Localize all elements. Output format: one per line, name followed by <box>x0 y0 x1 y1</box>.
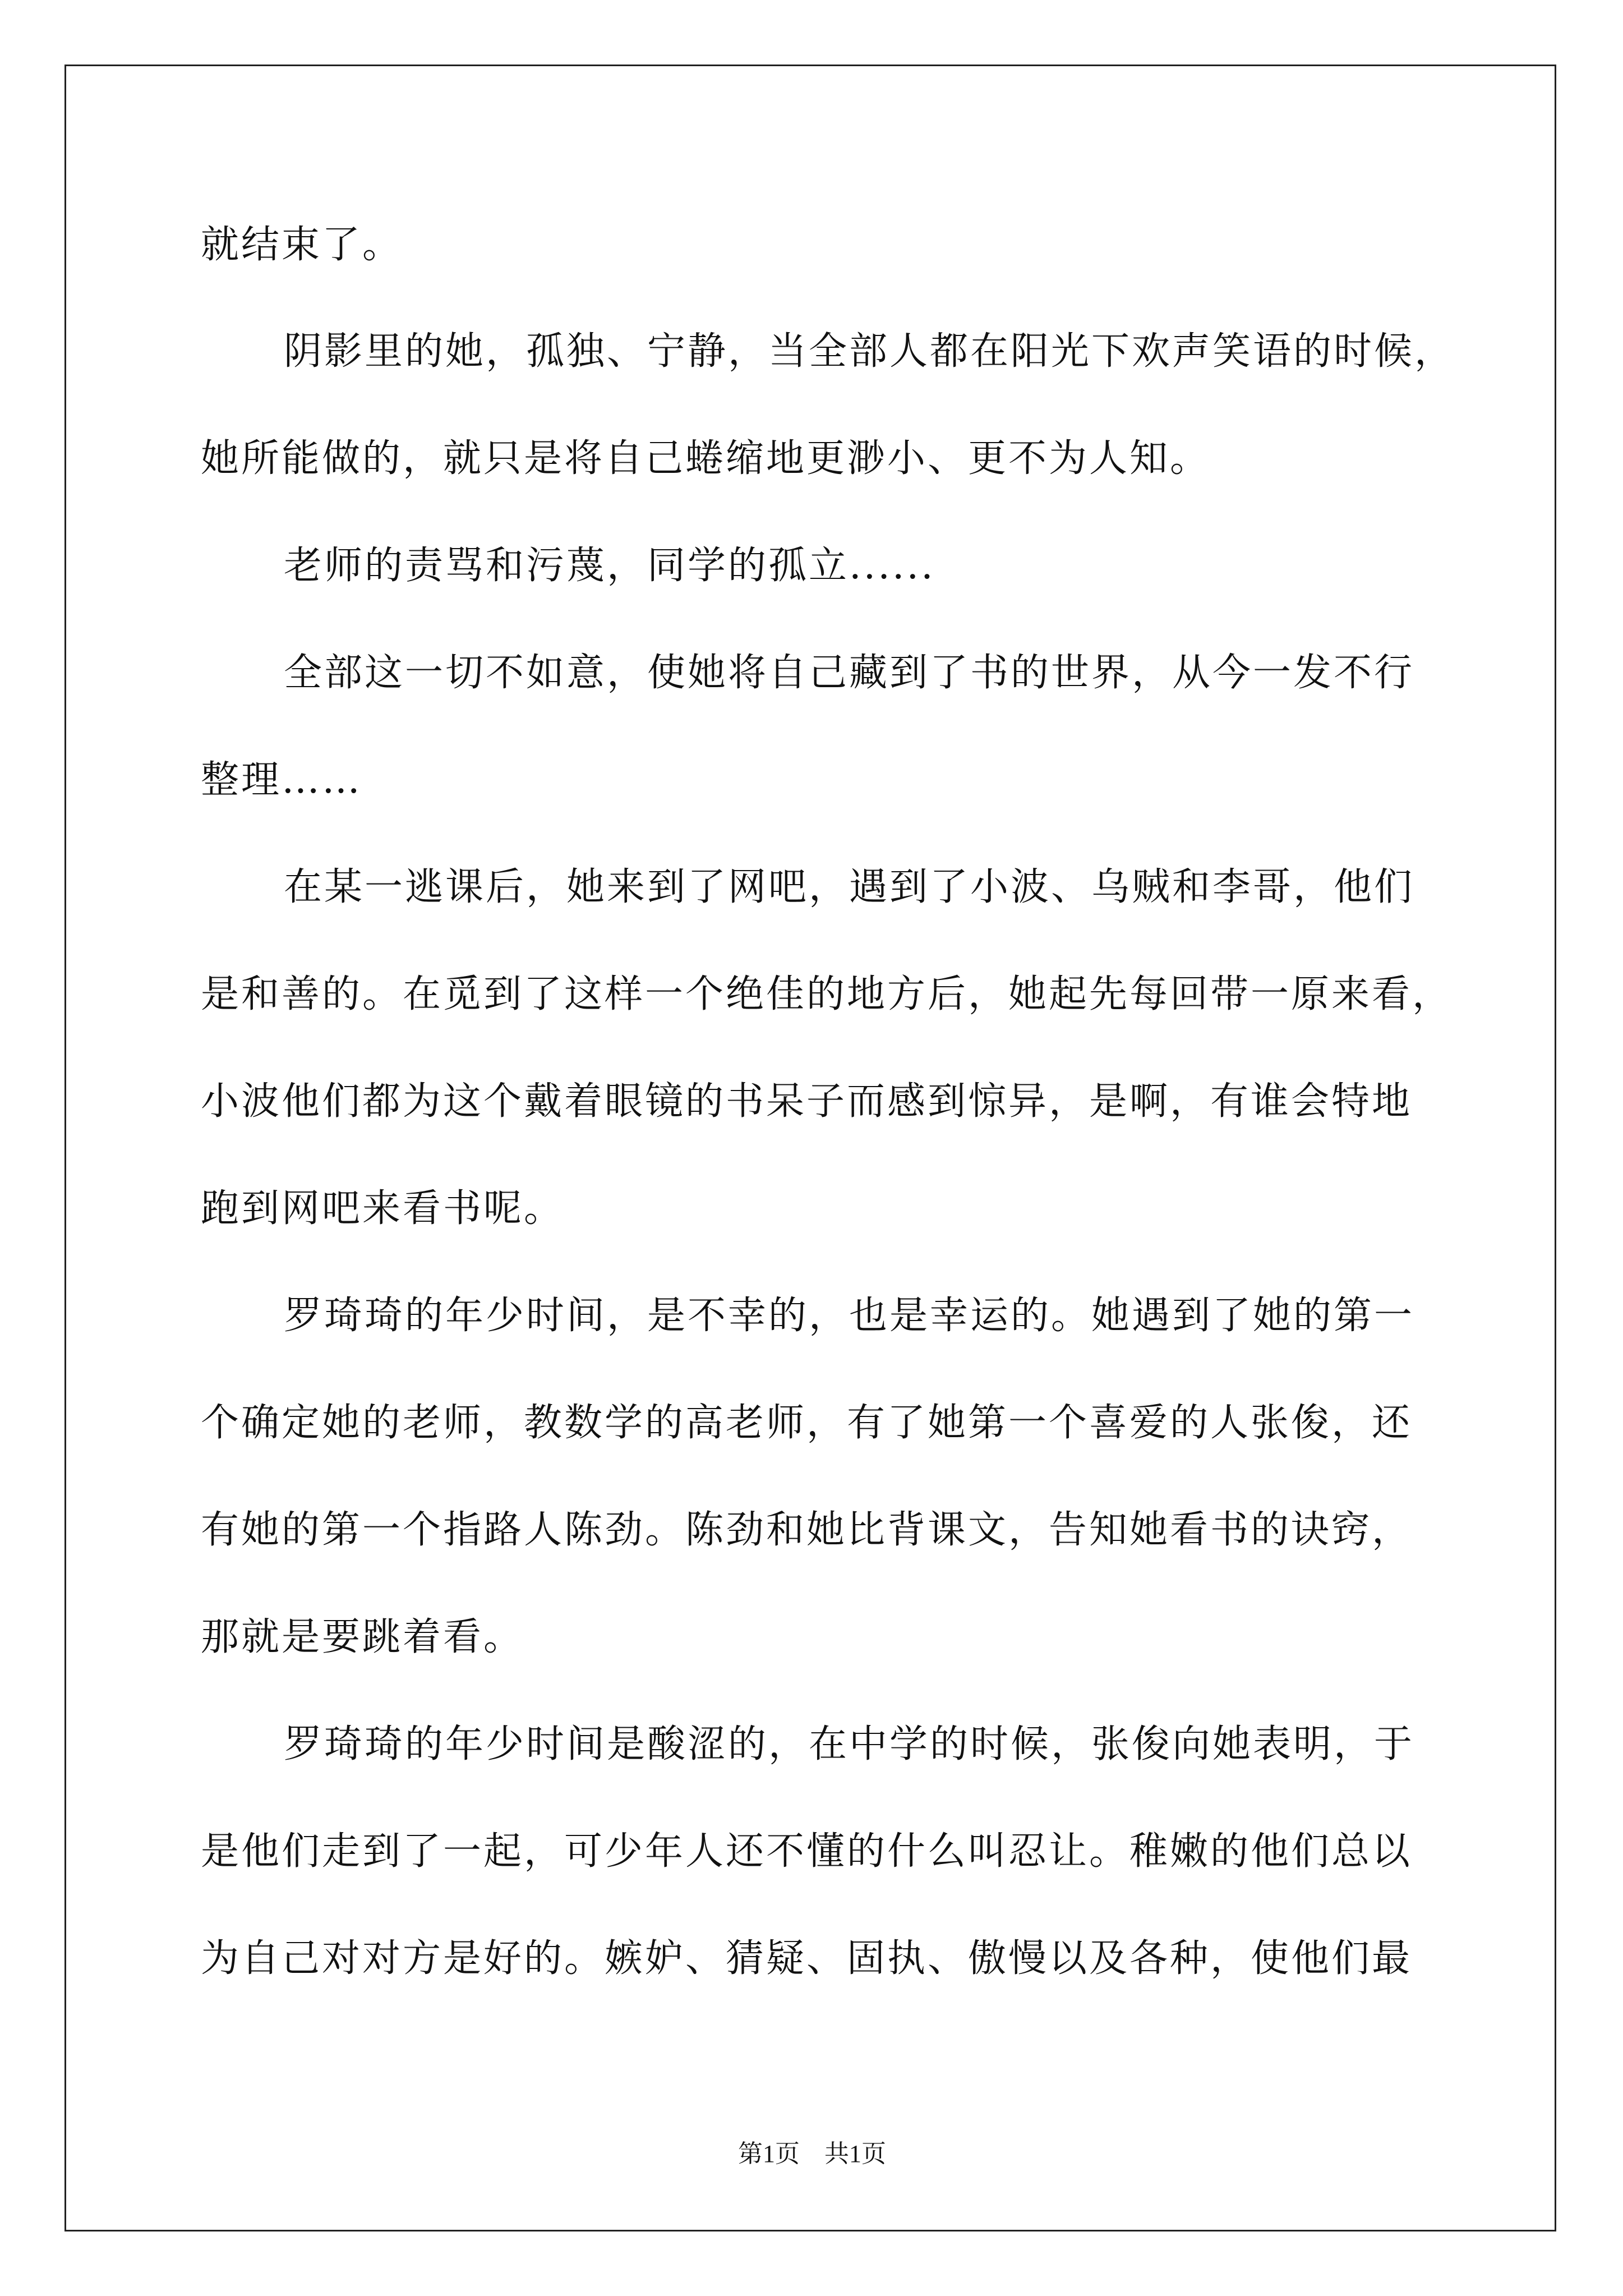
text-line: 罗琦琦的年少时间，是不幸的，也是幸运的。她遇到了她的第一 <box>284 1294 1415 1338</box>
text-line: 跑到网吧来看书呢。 <box>201 1186 565 1231</box>
text-line: 她所能做的，就只是将自己蜷缩地更渺小、更不为人知。 <box>201 436 1211 481</box>
text-line: 是他们走到了一起，可少年人还不懂的什么叫忍让。稚嫩的他们总以 <box>201 1829 1413 1874</box>
text-line: 全部这一切不如意，使她将自己藏到了书的世界，从今一发不行 <box>284 651 1415 695</box>
text-line: 为自己对对方是好的。嫉妒、猜疑、固执、傲慢以及各种，使他们最 <box>201 1936 1413 1981</box>
text-line: 罗琦琦的年少时间是酸涩的，在中学的时候，张俊向她表明，于 <box>284 1722 1415 1766</box>
text-line: 是和善的。在觅到了这样一个绝佳的地方后，她起先每回带一原来看， <box>201 972 1453 1016</box>
text-line: 整理…… <box>201 758 363 802</box>
text-line: 就结束了。 <box>201 223 403 267</box>
text-line: 有她的第一个指路人陈劲。陈劲和她比背课文，告知她看书的诀窍， <box>201 1508 1413 1552</box>
page-number: 第1页 共1页 <box>738 2140 886 2168</box>
text-line: 个确定她的老师，教数学的高老师，有了她第一个喜爱的人张俊，还 <box>201 1401 1413 1445</box>
text-line: 在某一逃课后，她来到了网吧，遇到了小波、乌贼和李哥，他们 <box>284 865 1415 909</box>
text-line: 老师的责骂和污蔑，同学的孤立...... <box>284 544 935 588</box>
page-frame <box>64 65 1556 2231</box>
text-line: 那就是要跳着看。 <box>201 1615 524 1659</box>
text-line: 阴影里的她，孤独、宁静，当全部人都在阳光下欢声笑语的时候， <box>284 329 1455 374</box>
text-line: 小波他们都为这个戴着眼镜的书呆子而感到惊异，是啊，有谁会特地 <box>201 1079 1413 1124</box>
